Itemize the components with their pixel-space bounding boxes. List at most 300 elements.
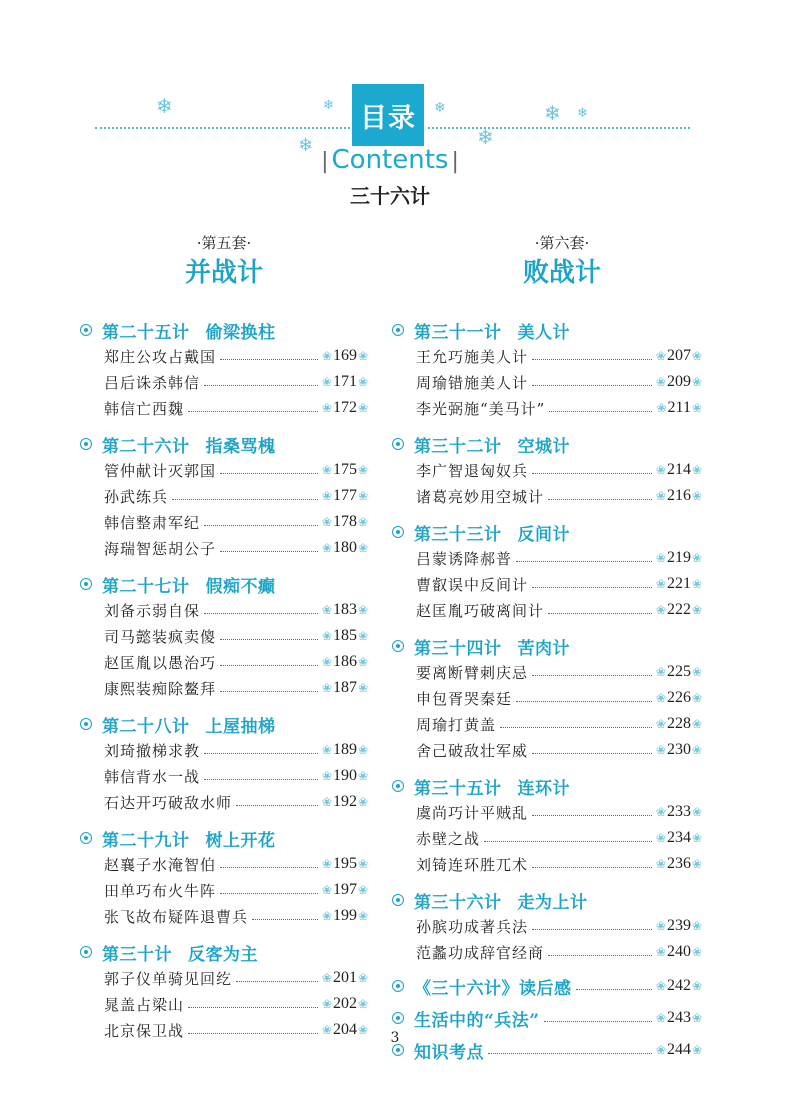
- section-number: 第二十七计: [102, 576, 190, 597]
- page-ref-number: 219: [666, 549, 691, 566]
- bullet-icon: [80, 718, 92, 730]
- page-ref: [656, 461, 702, 479]
- bullet-icon: [392, 526, 404, 538]
- page-ref-number: 189: [332, 741, 357, 758]
- toc-entry[interactable]: [80, 535, 368, 561]
- swirl-icon: ❀: [691, 463, 702, 477]
- page-ref-number: 201: [332, 969, 357, 986]
- page-ref: [656, 1009, 702, 1027]
- page-ref: [656, 575, 702, 593]
- swirl-icon: ❀: [691, 743, 702, 757]
- entry-title: 吕蒙诱降郝普: [416, 549, 513, 568]
- toc-entry[interactable]: [80, 737, 368, 763]
- page-ref-number: 228: [666, 715, 691, 732]
- snowflake-icon: ❄: [477, 125, 494, 149]
- page-ref: [322, 679, 368, 697]
- entry-title: 韩信背水一战: [104, 767, 201, 786]
- toc-entry[interactable]: [80, 597, 368, 623]
- toc-entry[interactable]: [80, 343, 368, 369]
- swirl-icon: ❀: [321, 463, 332, 477]
- section-name: 树上开花: [205, 830, 276, 851]
- section-name: 假痴不癫: [205, 576, 276, 597]
- leader-dots: [549, 411, 652, 412]
- section-gap: [392, 421, 702, 431]
- toc-entry[interactable]: [80, 483, 368, 509]
- section-heading[interactable]: [80, 431, 368, 457]
- leader-dots: [236, 981, 318, 982]
- section-heading[interactable]: [80, 711, 368, 737]
- toc-section: [80, 561, 368, 701]
- toc-entry[interactable]: [392, 457, 702, 483]
- entry-title: 晁盖占梁山: [104, 995, 185, 1014]
- page-ref: [322, 881, 368, 899]
- section-name: 反客为主: [188, 944, 258, 965]
- page-ref: [656, 689, 702, 707]
- toc-section: [392, 763, 702, 877]
- page-ref-number: 230: [666, 741, 691, 758]
- swirl-icon: ❀: [691, 603, 702, 617]
- leader-dots: [516, 561, 652, 562]
- entry-title: 刘琦撤梯求教: [104, 741, 201, 760]
- toc-entry[interactable]: [80, 369, 368, 395]
- page-ref-number: 209: [666, 373, 691, 390]
- swirl-icon: ❀: [357, 795, 368, 809]
- toc-entry[interactable]: [80, 457, 368, 483]
- entry-title: 周瑜错施美人计: [416, 373, 529, 392]
- toc-entry[interactable]: [80, 649, 368, 675]
- page-ref: [656, 977, 702, 995]
- swirl-icon: ❀: [321, 795, 332, 809]
- leader-dots: [204, 525, 318, 526]
- swirl-icon: ❀: [321, 883, 332, 897]
- entry-title: 虞尚巧计平贼乱: [416, 803, 529, 822]
- section-heading[interactable]: [392, 633, 702, 659]
- page-ref-number: 199: [332, 907, 357, 924]
- swirl-icon: ❀: [691, 551, 702, 565]
- page-ref: [656, 347, 702, 365]
- swirl-icon: ❀: [321, 1023, 332, 1037]
- page-ref: [322, 513, 368, 531]
- section-heading[interactable]: [392, 519, 702, 545]
- toc-entry[interactable]: [80, 903, 368, 929]
- swirl-icon: ❀: [321, 857, 332, 871]
- leader-dots: [548, 613, 652, 614]
- leader-dots: [188, 1007, 318, 1008]
- extra-entries: [392, 965, 702, 1061]
- leader-dots: [252, 919, 318, 920]
- swirl-icon: ❀: [655, 691, 666, 705]
- swirl-icon: ❀: [691, 1011, 702, 1025]
- entry-title: 李光弼施“美马计”: [416, 399, 546, 418]
- toc-extra-entry[interactable]: [392, 975, 702, 997]
- entry-title: 诸葛亮妙用空城计: [416, 487, 545, 506]
- swirl-icon: ❀: [357, 349, 368, 363]
- page-ref: [322, 487, 368, 505]
- swirl-icon: ❀: [357, 909, 368, 923]
- entry-title: 要离断臂刺庆忌: [416, 663, 529, 682]
- swirl-icon: ❀: [655, 463, 666, 477]
- toc-entry[interactable]: [392, 369, 702, 395]
- section-list: [392, 317, 702, 965]
- page-ref: [656, 715, 702, 733]
- swirl-icon: ❀: [357, 489, 368, 503]
- section-name: 走为上计: [517, 892, 588, 913]
- entry-title: 《三十六计》读后感: [414, 978, 572, 999]
- swirl-icon: ❀: [655, 551, 666, 565]
- toc-entry[interactable]: [80, 789, 368, 815]
- swirl-icon: ❀: [655, 979, 666, 993]
- page-ref: [322, 995, 368, 1013]
- swirl-icon: ❀: [357, 515, 368, 529]
- toc-entry[interactable]: [392, 711, 702, 737]
- swirl-icon: ❀: [357, 655, 368, 669]
- swirl-icon: ❀: [655, 375, 666, 389]
- entry-title: 范蠡功成辞官经商: [416, 943, 545, 962]
- toc-entry[interactable]: [392, 737, 702, 763]
- swirl-icon: ❀: [321, 681, 332, 695]
- swirl-icon: ❀: [357, 375, 368, 389]
- page-ref: [656, 855, 702, 873]
- swirl-icon: ❀: [655, 717, 666, 731]
- page-ref-number: 190: [332, 767, 357, 784]
- swirl-icon: ❀: [321, 515, 332, 529]
- swirl-icon: ❀: [691, 945, 702, 959]
- swirl-icon: ❀: [357, 971, 368, 985]
- page-ref-number: 221: [666, 575, 691, 592]
- leader-dots: [220, 691, 318, 692]
- toc-entry[interactable]: [392, 597, 702, 623]
- toc-entry[interactable]: [80, 509, 368, 535]
- entry-title: 李广智退匈奴兵: [416, 461, 529, 480]
- page-number: 3: [390, 1030, 400, 1046]
- page-ref: [656, 399, 702, 417]
- swirl-icon: ❀: [321, 909, 332, 923]
- leader-dots: [236, 805, 318, 806]
- bullet-icon: [392, 324, 404, 336]
- section-number: 第二十九计: [102, 830, 190, 851]
- page-ref-number: 187: [332, 679, 357, 696]
- section-name: 反间计: [517, 524, 570, 545]
- leader-dots: [516, 701, 652, 702]
- swirl-icon: ❀: [357, 463, 368, 477]
- page-ref-number: 234: [666, 829, 691, 846]
- page-ref: [656, 601, 702, 619]
- swirl-icon: ❀: [655, 857, 666, 871]
- section-heading[interactable]: [392, 887, 702, 913]
- leader-dots: [532, 359, 652, 360]
- swirl-icon: ❀: [655, 743, 666, 757]
- swirl-icon: ❀: [321, 655, 332, 669]
- page-ref: [322, 347, 368, 365]
- toc-entry[interactable]: [80, 965, 368, 991]
- swirl-icon: ❀: [691, 805, 702, 819]
- swirl-icon: ❀: [655, 919, 666, 933]
- page-ref: [322, 539, 368, 557]
- page-ref-number: 171: [332, 373, 357, 390]
- bullet-icon: [392, 980, 404, 992]
- toc-entry[interactable]: [392, 571, 702, 597]
- page-ref-number: 195: [332, 855, 357, 872]
- page-ref: [322, 767, 368, 785]
- page-ref: [322, 627, 368, 645]
- section-heading[interactable]: [392, 773, 702, 799]
- bullet-icon: [392, 894, 404, 906]
- leader-dots: [532, 815, 652, 816]
- swirl-icon: ❀: [357, 603, 368, 617]
- leader-dots: [532, 587, 652, 588]
- snowflake-icon: ❄: [434, 100, 446, 116]
- page-ref-number: 226: [666, 689, 691, 706]
- toc-entry[interactable]: [80, 851, 368, 877]
- toc-section: [80, 815, 368, 929]
- toc-column-left: [80, 233, 368, 1043]
- leader-dots: [532, 753, 652, 754]
- leader-dots: [488, 1053, 652, 1054]
- page-ref: [322, 653, 368, 671]
- entry-title: 北京保卫战: [104, 1021, 185, 1040]
- page-ref-number: 211: [667, 399, 691, 416]
- snowflake-icon: ❄: [298, 135, 314, 156]
- toc-entry[interactable]: [80, 991, 368, 1017]
- toc-entry[interactable]: [392, 685, 702, 711]
- swirl-icon: ❀: [691, 489, 702, 503]
- swirl-icon: ❀: [357, 769, 368, 783]
- swirl-icon: ❀: [691, 375, 702, 389]
- toc-section: [392, 623, 702, 763]
- swirl-icon: ❀: [321, 375, 332, 389]
- swirl-icon: ❀: [357, 629, 368, 643]
- leader-dots: [532, 867, 652, 868]
- swirl-icon: ❀: [321, 349, 332, 363]
- entry-title: 舍己破敌壮军威: [416, 741, 529, 760]
- swirl-icon: ❀: [321, 489, 332, 503]
- swirl-icon: ❀: [357, 997, 368, 1011]
- section-heading[interactable]: [80, 939, 368, 965]
- swirl-icon: ❀: [357, 857, 368, 871]
- section-name: 连环计: [517, 778, 570, 799]
- leader-dots: [220, 867, 318, 868]
- section-number: 第三十二计: [414, 436, 502, 457]
- page-ref-number: 185: [332, 627, 357, 644]
- leader-dots: [220, 473, 318, 474]
- leader-dots: [532, 675, 652, 676]
- section-number: 第三十计: [102, 944, 172, 965]
- leader-dots: [220, 359, 318, 360]
- leader-dots: [220, 551, 318, 552]
- page-ref: [322, 601, 368, 619]
- leader-dots: [204, 779, 318, 780]
- set-name: 败战计: [522, 258, 601, 288]
- leader-dots: [548, 955, 652, 956]
- section-number: 第二十六计: [102, 436, 190, 457]
- entry-title: 孙武练兵: [104, 487, 169, 506]
- toc-section: [392, 509, 702, 623]
- swirl-icon: ❀: [321, 997, 332, 1011]
- swirl-icon: ❀: [357, 541, 368, 555]
- entry-title: 曹叡误中反间计: [416, 575, 529, 594]
- entry-title: 生活中的“兵法”: [414, 1010, 540, 1031]
- page-ref: [322, 461, 368, 479]
- section-gap: [80, 421, 368, 431]
- swirl-icon: ❀: [691, 349, 702, 363]
- toc-entry[interactable]: [392, 395, 702, 421]
- swirl-icon: ❀: [691, 1043, 702, 1057]
- toc-entry[interactable]: [392, 799, 702, 825]
- section-gap: [392, 877, 702, 887]
- section-gap: [80, 701, 368, 711]
- page-ref: [656, 487, 702, 505]
- entry-title: 石达开巧破敌水师: [104, 793, 233, 812]
- swirl-icon: ❀: [357, 1023, 368, 1037]
- toc-entry[interactable]: [80, 623, 368, 649]
- entry-title: 刘锜连环胜兀术: [416, 855, 529, 874]
- entry-title: 孙膑功成著兵法: [416, 917, 529, 936]
- toc-section: [80, 317, 368, 421]
- page-ref: [322, 855, 368, 873]
- entry-title: 田单巧布火牛阵: [104, 881, 217, 900]
- toc-entry[interactable]: [392, 939, 702, 965]
- swirl-icon: ❀: [321, 971, 332, 985]
- toc-entry[interactable]: [80, 395, 368, 421]
- swirl-icon: ❀: [691, 717, 702, 731]
- page-ref-number: 216: [666, 487, 691, 504]
- leader-dots: [220, 665, 318, 666]
- section-name: 空城计: [517, 436, 570, 457]
- swirl-icon: ❀: [691, 665, 702, 679]
- swirl-icon: ❀: [655, 1043, 666, 1057]
- swirl-icon: ❀: [321, 541, 332, 555]
- toc-extra-entry[interactable]: [392, 1007, 702, 1029]
- swirl-icon: ❀: [655, 577, 666, 591]
- entry-title: 赵匡胤巧破离间计: [416, 601, 545, 620]
- toc-entry[interactable]: [392, 825, 702, 851]
- entry-title: 康熙装痴除鳌拜: [104, 679, 217, 698]
- book-title: 三十六计: [350, 184, 430, 208]
- leader-dots: [544, 1021, 652, 1022]
- bullet-icon: [80, 946, 92, 958]
- toc-entry[interactable]: [80, 877, 368, 903]
- section-number: 第三十三计: [414, 524, 502, 545]
- entry-title: 吕后诛杀韩信: [104, 373, 201, 392]
- page-ref-number: 180: [332, 539, 357, 556]
- section-heading[interactable]: [80, 571, 368, 597]
- toc-section: [80, 421, 368, 561]
- page-ref-number: 236: [666, 855, 691, 872]
- page-ref: [322, 741, 368, 759]
- toc-entry[interactable]: [80, 763, 368, 789]
- toc-entry[interactable]: [392, 851, 702, 877]
- snowflake-icon: ❄: [323, 98, 334, 113]
- swirl-icon: ❀: [357, 681, 368, 695]
- toc-entry[interactable]: [80, 675, 368, 701]
- snowflake-icon: ❄: [577, 106, 588, 121]
- page-ref-number: 177: [332, 487, 357, 504]
- section-number: 第三十四计: [414, 638, 502, 659]
- toc-entry[interactable]: [392, 659, 702, 685]
- page-ref-number: 183: [332, 601, 357, 618]
- toc-entry[interactable]: [392, 343, 702, 369]
- swirl-icon: ❀: [691, 577, 702, 591]
- entry-title: 赵匡胤以愚治巧: [104, 653, 217, 672]
- section-name: 美人计: [517, 322, 570, 343]
- swirl-icon: ❀: [357, 743, 368, 757]
- page-ref-number: 243: [666, 1009, 691, 1026]
- entry-title: 知识考点: [414, 1042, 484, 1063]
- section-heading[interactable]: [80, 825, 368, 851]
- section-number: 第三十五计: [414, 778, 502, 799]
- section-name: 偷梁换柱: [205, 322, 276, 343]
- leader-dots: [484, 841, 652, 842]
- leader-dots: [220, 893, 318, 894]
- swirl-icon: ❀: [357, 401, 368, 415]
- section-number: 第二十八计: [102, 716, 190, 737]
- toc-entry[interactable]: [392, 545, 702, 571]
- entry-title: 管仲献计灭郭国: [104, 461, 217, 480]
- swirl-icon: ❀: [691, 401, 702, 415]
- section-gap: [392, 623, 702, 633]
- swirl-icon: ❀: [321, 401, 332, 415]
- section-heading[interactable]: [392, 317, 702, 343]
- swirl-icon: ❀: [321, 629, 332, 643]
- swirl-icon: ❀: [691, 857, 702, 871]
- entry-title: 赤壁之战: [416, 829, 481, 848]
- leader-dots: [500, 727, 652, 728]
- leader-dots: [532, 385, 652, 386]
- section-name: 指桑骂槐: [205, 436, 276, 457]
- section-heading[interactable]: [80, 317, 368, 343]
- set-number: ·第六套·: [534, 234, 590, 252]
- section-gap: [80, 561, 368, 571]
- page-ref-number: 175: [332, 461, 357, 478]
- toc-entry[interactable]: [392, 483, 702, 509]
- entry-title: 郑庄公攻占戴国: [104, 347, 217, 366]
- section-gap: [80, 929, 368, 939]
- entry-title: 韩信亡西魏: [104, 399, 185, 418]
- swirl-icon: ❀: [321, 603, 332, 617]
- toc-entry[interactable]: [392, 913, 702, 939]
- bullet-icon: [392, 438, 404, 450]
- leader-dots: [172, 499, 318, 500]
- page-ref-number: 214: [666, 461, 691, 478]
- page-ref-number: 186: [332, 653, 357, 670]
- toc-section: [392, 877, 702, 965]
- page-ref: [322, 373, 368, 391]
- swirl-icon: ❀: [656, 401, 667, 415]
- page-ref-number: 197: [332, 881, 357, 898]
- page-ref-number: 244: [666, 1041, 691, 1058]
- page-ref-number: 233: [666, 803, 691, 820]
- section-heading[interactable]: [392, 431, 702, 457]
- bullet-icon: [80, 578, 92, 590]
- swirl-icon: ❀: [655, 1011, 666, 1025]
- bullet-icon: [392, 780, 404, 792]
- entry-title: 赵襄子水淹智伯: [104, 855, 217, 874]
- page-ref: [322, 793, 368, 811]
- swirl-icon: ❀: [655, 603, 666, 617]
- swirl-icon: ❀: [321, 769, 332, 783]
- set-number: ·第五套·: [196, 234, 252, 252]
- leader-dots: [204, 613, 318, 614]
- page-ref-number: 242: [666, 977, 691, 994]
- section-number: 第二十五计: [102, 322, 190, 343]
- page-ref-number: 202: [332, 995, 357, 1012]
- section-gap: [80, 815, 368, 825]
- page-ref: [322, 969, 368, 987]
- leader-dots: [532, 473, 652, 474]
- page-ref-number: 240: [666, 943, 691, 960]
- swirl-icon: ❀: [321, 743, 332, 757]
- page-ref: [656, 803, 702, 821]
